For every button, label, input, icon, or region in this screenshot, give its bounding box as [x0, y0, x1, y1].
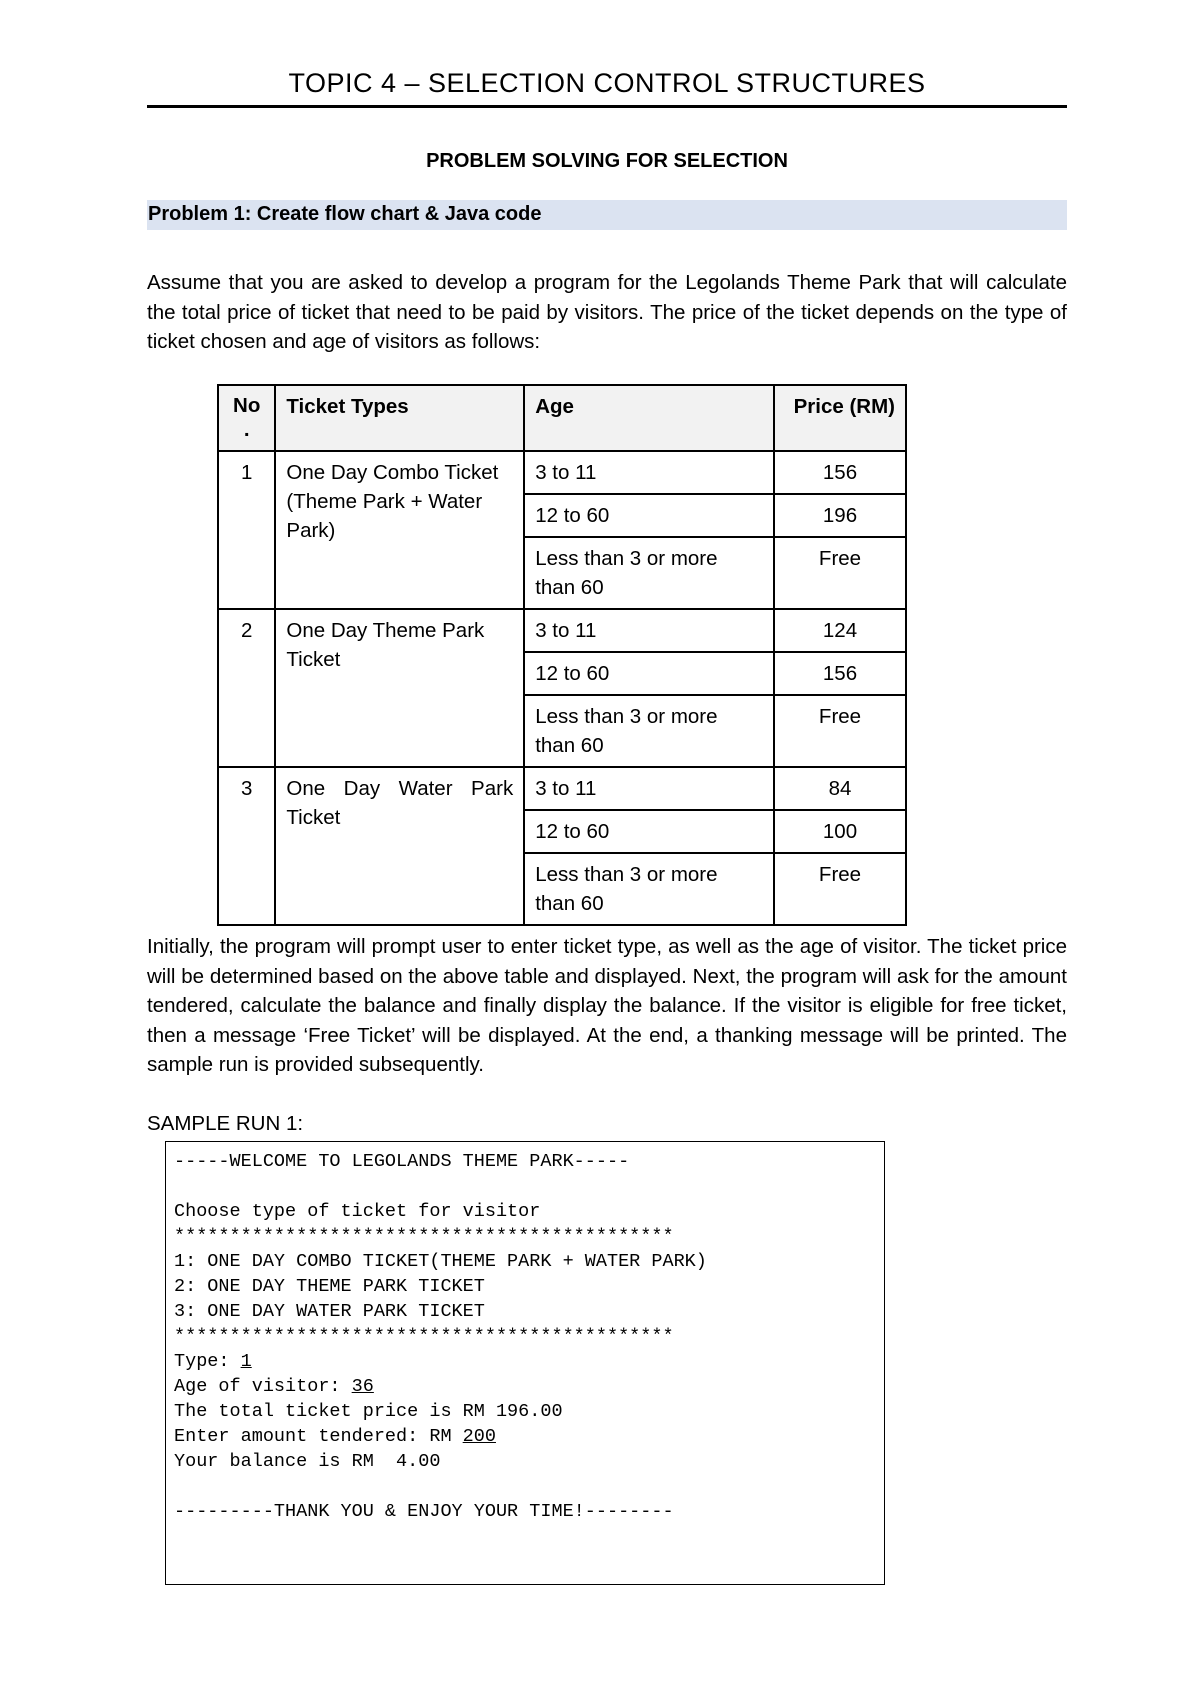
console-thanks-line: ---------THANK YOU & ENJOY YOUR TIME!-------- [174, 1501, 674, 1522]
console-option-3: 3: ONE DAY WATER PARK TICKET [174, 1301, 485, 1322]
row-price: 156 [774, 652, 906, 695]
row-age: 12 to 60 [524, 494, 774, 537]
row-age: 3 to 11 [524, 609, 774, 652]
console-blank-line [174, 1474, 876, 1499]
problem-title: Problem 1: Create flow chart & Java code [148, 203, 542, 225]
table-row [218, 767, 906, 810]
row-age: 3 to 11 [524, 451, 774, 494]
console-stars-line: ********************************************* [174, 1226, 674, 1247]
console-age-line [174, 1374, 876, 1399]
table-header-row [218, 385, 906, 451]
header-age: Age [524, 385, 774, 451]
row-ticket-type: One Day Water Park Ticket [275, 767, 524, 925]
age-prompt: Age of visitor: [174, 1376, 352, 1397]
row-no: 1 [218, 451, 275, 609]
console-welcome-line: -----WELCOME TO LEGOLANDS THEME PARK----- [174, 1151, 630, 1172]
console-balance-line: Your balance is RM 4.00 [174, 1451, 441, 1472]
row-age: Less than 3 or more than 60 [524, 695, 774, 767]
type-input-value: 1 [240, 1351, 252, 1372]
row-price: 196 [774, 494, 906, 537]
row-age: Less than 3 or more than 60 [524, 537, 774, 609]
row-price: 156 [774, 451, 906, 494]
row-price: Free [774, 853, 906, 925]
console-choose-line: Choose type of ticket for visitor [174, 1201, 541, 1222]
console-tender-line [174, 1424, 876, 1449]
page-header-title: TOPIC 4 – SELECTION CONTROL STRUCTURES [288, 68, 926, 98]
row-age: 3 to 11 [524, 767, 774, 810]
section-title: PROBLEM SOLVING FOR SELECTION [426, 150, 788, 172]
header-no: No . [218, 385, 275, 451]
console-option-1: 1: ONE DAY COMBO TICKET(THEME PARK + WATER PARK) [174, 1251, 707, 1272]
header-divider [147, 105, 1067, 108]
row-price: 124 [774, 609, 906, 652]
row-ticket-type: One Day Theme Park Ticket [275, 609, 524, 767]
sample-run-console [165, 1141, 885, 1585]
console-type-line [174, 1349, 876, 1374]
type-prompt: Type: [174, 1351, 241, 1372]
row-age: 12 to 60 [524, 652, 774, 695]
row-price: Free [774, 695, 906, 767]
intro-paragraph: Assume that you are asked to develop a program for the Legolands Theme Park that will calculate the total price of ticket that need to be paid by visitors. The price of the ticket depends on the type of ticket chosen and age of visitors as follows: [147, 271, 1067, 353]
row-price: Free [774, 537, 906, 609]
row-ticket-type: One Day Combo Ticket (Theme Park + Water Park) [275, 451, 524, 609]
row-age: 12 to 60 [524, 810, 774, 853]
tender-prompt: Enter amount tendered: RM [174, 1426, 463, 1447]
row-price: 100 [774, 810, 906, 853]
row-price: 84 [774, 767, 906, 810]
table-row [218, 451, 906, 494]
description-paragraph: Initially, the program will prompt user to enter ticket type, as well as the age of visitor. The ticket price will be determined based on the above table and displayed. Next, the program will ask for the amount tendered, calculate the balance and finally display the balance. If the visitor is eligible for free ticket, then a message ‘Free Ticket’ will be displayed. At the end, a thanking message will be printed. The sample run is provided subsequently. [147, 935, 1067, 1076]
row-age: Less than 3 or more than 60 [524, 853, 774, 925]
console-option-2: 2: ONE DAY THEME PARK TICKET [174, 1276, 485, 1297]
table-row [218, 609, 906, 652]
age-input-value: 36 [351, 1376, 374, 1397]
row-no: 3 [218, 767, 275, 925]
header-price: Price (RM) [774, 385, 906, 451]
ticket-price-table [217, 384, 907, 926]
tender-input-value: 200 [462, 1426, 496, 1447]
console-blank-line [174, 1174, 876, 1199]
row-no: 2 [218, 609, 275, 767]
console-stars-line: ********************************************* [174, 1326, 674, 1347]
sample-run-label: SAMPLE RUN 1: [147, 1112, 304, 1135]
header-ticket-types: Ticket Types [275, 385, 524, 451]
console-price-line: The total ticket price is RM 196.00 [174, 1401, 563, 1422]
